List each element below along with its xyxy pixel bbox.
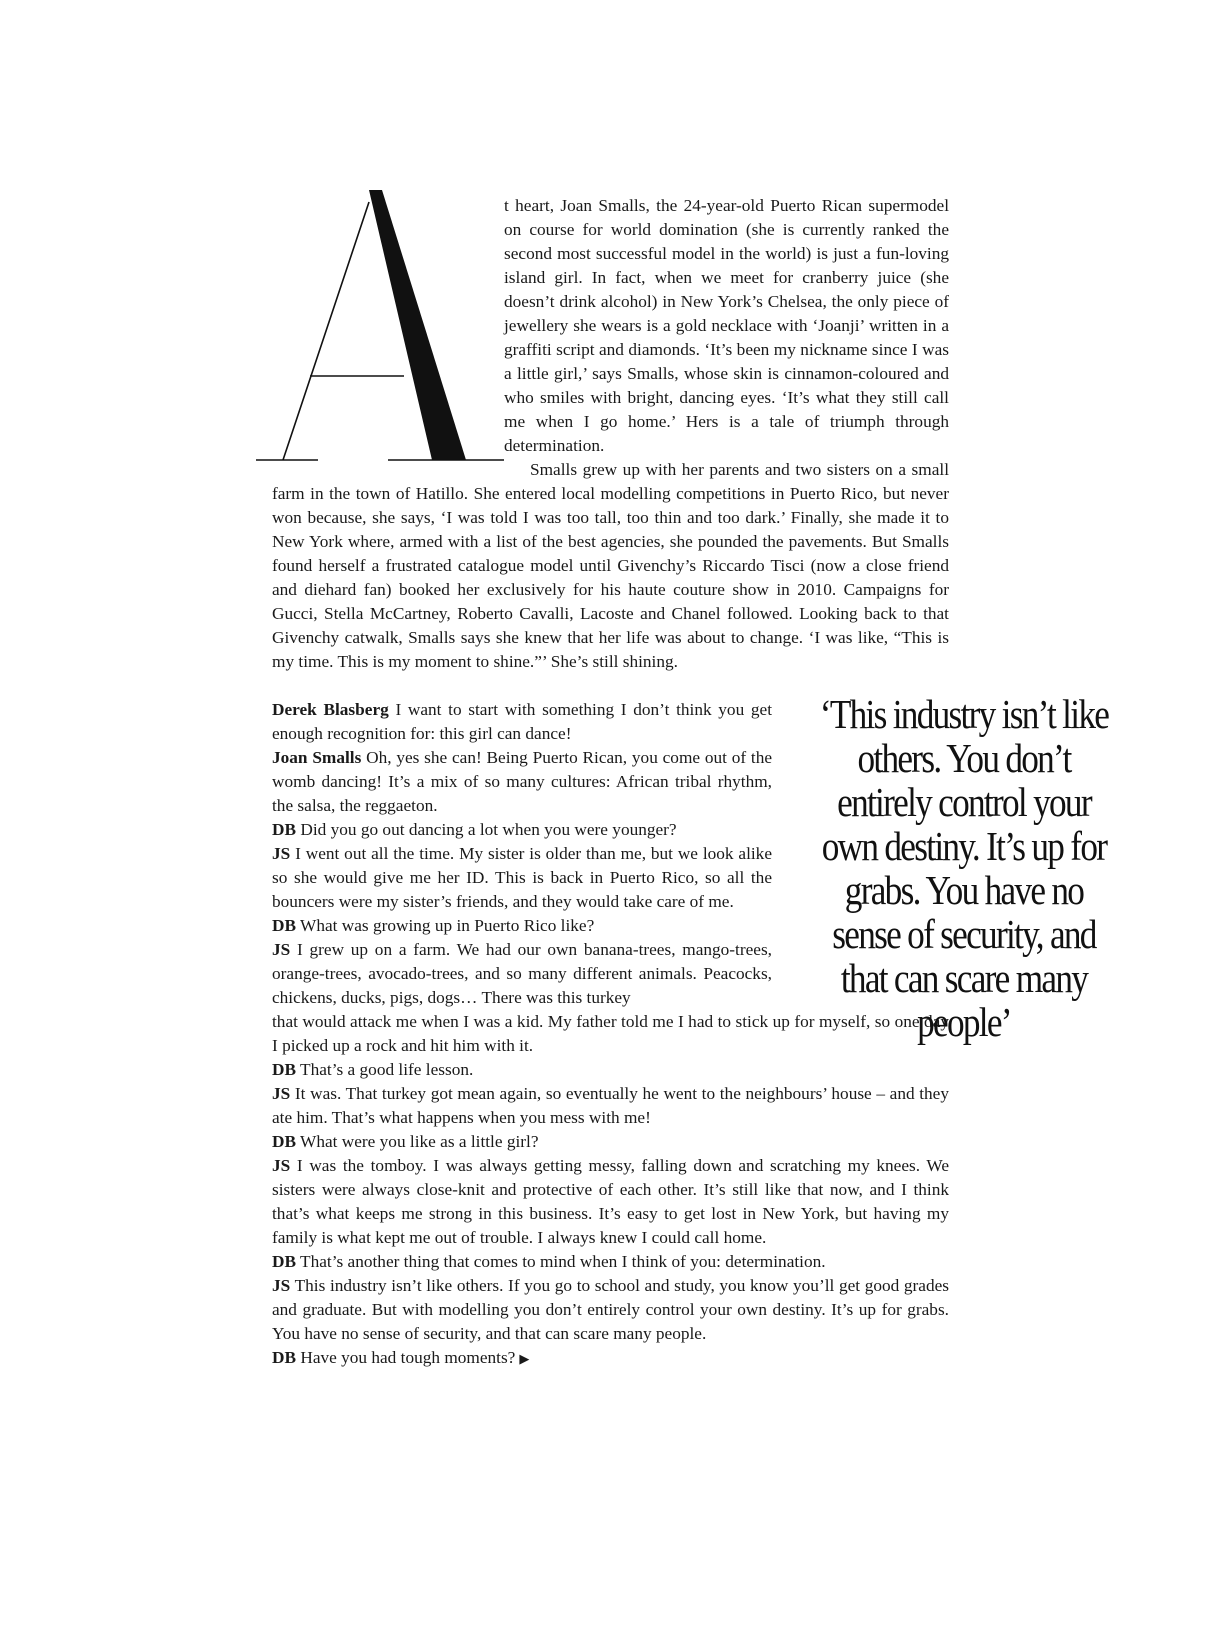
- qa-text: I was the tomboy. I was always getting messy, falling down and scratching my knees. We sisters were always close-knit and protective of each other. It’s still like that now, and I think that’s what keeps me strong in this business. It’s easy to get lost in New York, but having my family is what kept me out of trouble. I always knew I could call home.: [272, 1156, 949, 1247]
- speaker-name: DB: [272, 1132, 297, 1151]
- speaker-name: JS: [272, 1156, 291, 1175]
- drop-cap-letter: [256, 190, 506, 480]
- qa-text: That’s another thing that comes to mind when I think of you: determination.: [300, 1252, 826, 1271]
- qa-line: [272, 1130, 949, 1154]
- qa-text: I want to start with something I don’t think you get enough recognition for: this girl can dance!: [272, 700, 772, 743]
- interview-column-top: [272, 698, 772, 1010]
- qa-line: [272, 842, 772, 914]
- speaker-name: JS: [272, 1084, 291, 1103]
- qa-text: Did you go out dancing a lot when you were younger?: [300, 820, 677, 839]
- intro-paragraph-bottom: Smalls grew up with her parents and two sisters on a small farm in the town of Hatillo. She entered local modelling competitions in Puerto Rico, but never won because, she says, ‘I was told I was too tall, too thin and too dark.’ Finally, she made it to New York where, armed with a list of the best agencies, she pounded the pavements. But Smalls found herself a frustrated catalogue model until Givenchy’s Riccardo Tisci (now a close friend and diehard fan) booked her exclusively for his haute couture show in 2010. Campaigns for Gucci, Stella McCartney, Roberto Cavalli, Lacoste and Chanel followed. Looking back to that Givenchy catwalk, Smalls says she knew that her life was about to change. ‘I was like, “This is my time. This is my moment to shine.”’ She’s still shining.: [272, 460, 949, 671]
- speaker-name: JS: [272, 1276, 291, 1295]
- speaker-name: JS: [272, 940, 291, 959]
- interview-column-full: [272, 1010, 949, 1371]
- speaker-name: DB: [272, 1348, 297, 1367]
- qa-text: It was. That turkey got mean again, so eventually he went to the neighbours’ house – and they ate him. That’s what happens when you mess with me!: [272, 1084, 949, 1127]
- speaker-name: DB: [272, 1252, 297, 1271]
- qa-line: [272, 938, 772, 1010]
- drop-cap-glyph: [256, 190, 506, 480]
- qa-text: What was growing up in Puerto Rico like?: [300, 916, 595, 935]
- speaker-name: DB: [272, 820, 297, 839]
- qa-line: [272, 1274, 949, 1346]
- qa-line: [272, 1082, 949, 1130]
- speaker-name: Derek Blasberg: [272, 700, 389, 719]
- qa-text: Oh, yes she can! Being Puerto Rican, you come out of the womb dancing! It’s a mix of so many cultures: African tribal rhythm, the salsa, the reggaeton.: [272, 748, 773, 815]
- pull-quote: ‘This industry isn’t like others. You don’t entirely control your own destiny. It’s up for grabs. You have no sense of security, and that can scare many people’: [819, 691, 1109, 1045]
- qa-line: [272, 914, 772, 938]
- speaker-name: DB: [272, 916, 297, 935]
- qa-line: [272, 1058, 949, 1082]
- qa-line: [272, 1346, 949, 1371]
- speaker-name: JS: [272, 844, 291, 863]
- qa-text: This industry isn’t like others. If you go to school and study, you know you’ll get good grades and graduate. But with modelling you don’t entirely control your own destiny. It’s up for grabs. You have no sense of security, and that can scare many people.: [272, 1276, 949, 1343]
- intro-paragraph-top: t heart, Joan Smalls, the 24-year-old Puerto Rican supermodel on course for world domination (she is currently ranked the second most successful model in the world) is just a fun-loving island girl. In fact, when we meet for cranberry juice (she doesn’t drink alcohol) in New York’s Chelsea, the only piece of jewellery she wears is a gold necklace with ‘Joanji’ written in a graffiti script and diamonds. ‘It’s been my nickname since I was a little girl,’ says Smalls, whose skin is cinnamon-coloured and who smiles with bright, dancing eyes. ‘It’s what they still call me when I go home.’ Hers is a tale of triumph through determination.: [504, 196, 949, 455]
- speaker-name: DB: [272, 1060, 297, 1079]
- qa-text: I went out all the time. My sister is older than me, but we look alike so she would give me her ID. This is back in Puerto Rico, so all the bouncers were my sister’s friends, and they would take care of me.: [272, 844, 772, 911]
- qa-line-continued: that would attack me when I was a kid. My father told me I had to stick up for myself, so one day I picked up a rock and hit him with it.: [272, 1012, 949, 1055]
- qa-line: [272, 818, 772, 842]
- speaker-name: Joan Smalls: [272, 748, 362, 767]
- qa-text: That’s a good life lesson.: [300, 1060, 474, 1079]
- qa-line: [272, 746, 772, 818]
- qa-text: I grew up on a farm. We had our own banana-trees, mango-trees, orange-trees, avocado-trees, and so many different animals. Peacocks, chickens, ducks, pigs, dogs… There was this turkey: [272, 940, 772, 1007]
- continue-arrow-icon: ▶: [519, 1351, 530, 1366]
- qa-line: [272, 1250, 949, 1274]
- qa-line: [272, 1154, 949, 1250]
- qa-line: [272, 698, 772, 746]
- qa-text: Have you had tough moments?: [300, 1348, 516, 1367]
- qa-text: What were you like as a little girl?: [300, 1132, 539, 1151]
